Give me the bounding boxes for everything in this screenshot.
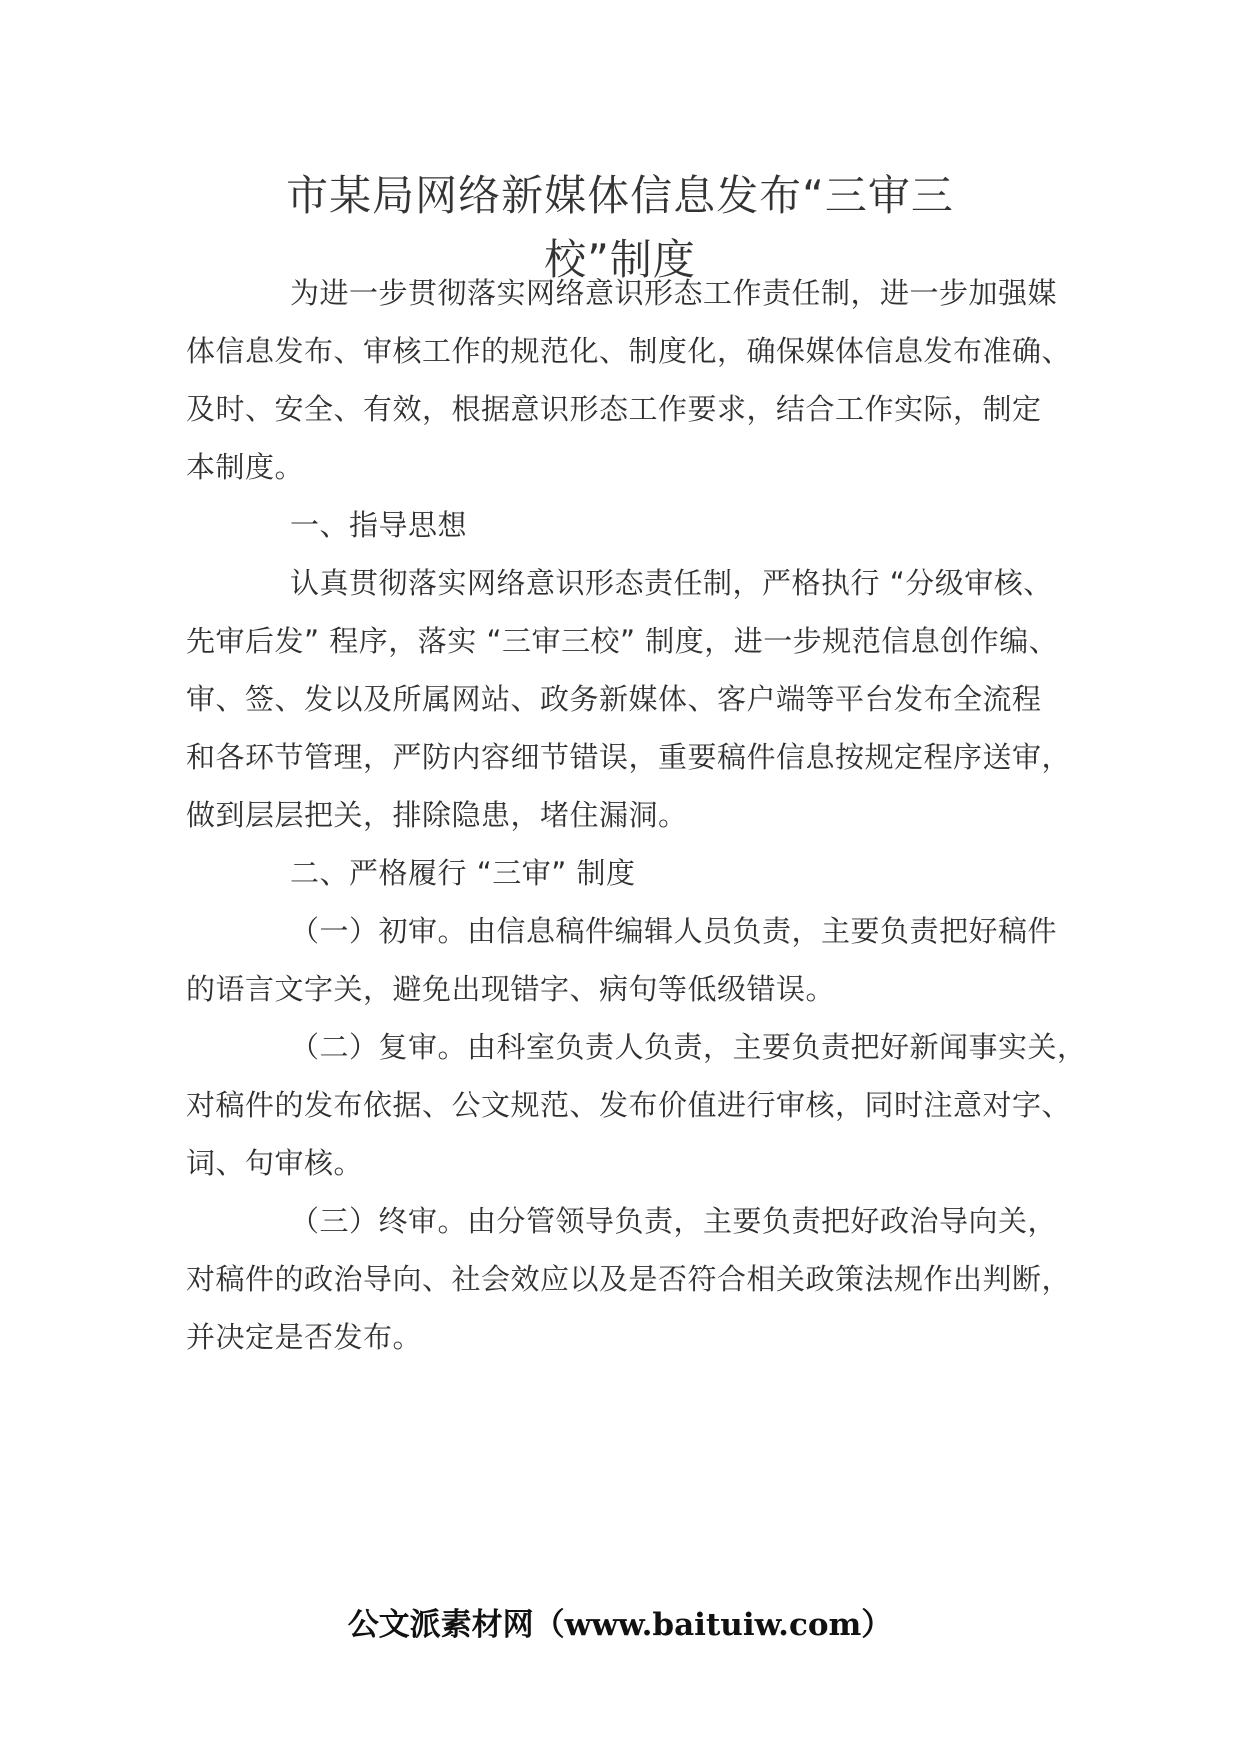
paragraph-line: 词、句审核。 <box>186 1146 364 1180</box>
paragraph-line: （二）复审。由科室负责人负责，主要负责把好新闻事实关， <box>290 1030 1087 1064</box>
section-heading: 二、严格履行 “三审” 制度 <box>290 856 636 890</box>
paragraph-line: 体信息发布、审核工作的规范化、制度化，确保媒体信息发布准确、 <box>186 334 1072 368</box>
section-heading: 一、指导思想 <box>290 508 468 542</box>
paragraph-line: 及时、安全、有效，根据意识形态工作要求，结合工作实际，制定 <box>186 392 1042 426</box>
document-title-line-2: 校”制度 <box>544 235 696 284</box>
paragraph-line: 本制度。 <box>186 450 305 484</box>
paragraph-line: 审、签、发以及所属网站、政务新媒体、客户端等平台发布全流程 <box>186 682 1042 716</box>
paragraph-line: 对稿件的政治导向、社会效应以及是否符合相关政策法规作出判断， <box>186 1262 1072 1296</box>
paragraph-line: 认真贯彻落实网络意识形态责任制，严格执行 “分级审核、 <box>290 566 1053 600</box>
paragraph-line: （三）终审。由分管领导负责，主要负责把好政治导向关， <box>290 1204 1058 1238</box>
paragraph-line: 并决定是否发布。 <box>186 1320 423 1354</box>
footer-source: 公文派素材网（www.baituiw.com） <box>347 1607 893 1643</box>
paragraph-line: 对稿件的发布依据、公文规范、发布价值进行审核，同时注意对字、 <box>186 1088 1072 1122</box>
paragraph-line: 先审后发” 程序，落实 “三审三校” 制度，进一步规范信息创作编、 <box>186 624 1059 658</box>
document-title-line-1: 市某局网络新媒体信息发布“三审三 <box>286 171 954 220</box>
paragraph-line: 为进一步贯彻落实网络意识形态工作责任制，进一步加强媒 <box>290 276 1058 310</box>
paragraph-line: 做到层层把关，排除隐患，堵住漏洞。 <box>186 798 688 832</box>
paragraph-line: 和各环节管理，严防内容细节错误，重要稿件信息按规定程序送审， <box>186 740 1072 774</box>
paragraph-line: 的语言文字关，避免出现错字、病句等低级错误。 <box>186 972 836 1006</box>
paragraph-line: （一）初审。由信息稿件编辑人员负责，主要负责把好稿件 <box>290 914 1058 948</box>
